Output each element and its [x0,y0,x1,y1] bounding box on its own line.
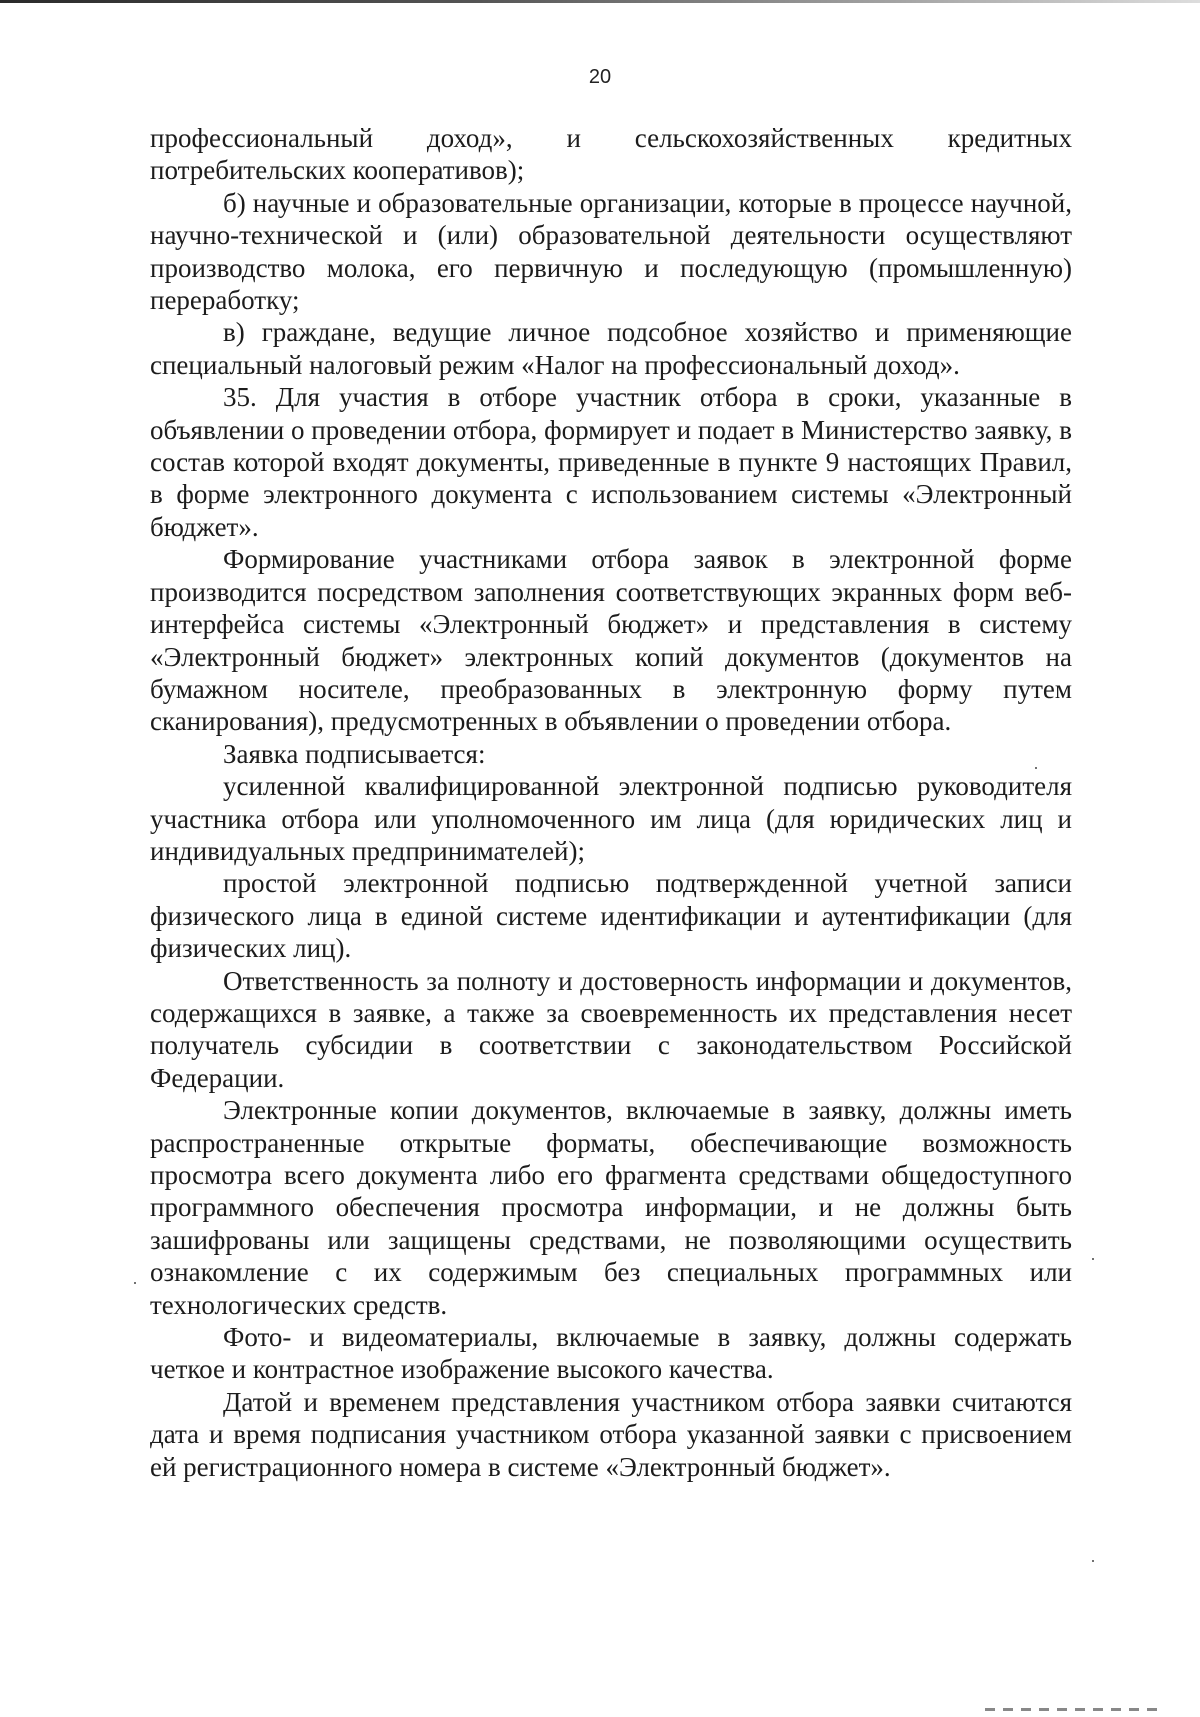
scan-speck [1092,1258,1094,1260]
paragraph-forming-application: Формирование участниками отбора заявок в электронной форме производится посредством заполнения соответствующих экранных форм веб-интерфейса системы «Электронный бюджет» и представления в систему «Электронный бюджет» электронных копий документов (документов на бумажном носителе, преобразованных в электронную форму путем сканирования), предусмотренных в объявлении о проведении отбора. [150,544,1072,737]
paragraph-qualified-signature: усиленной квалифицированной электронной подписью руководителя участника отбора или уполномоченного им лица (для юридических лиц и индивидуальных предпринимателей); [150,771,1072,866]
page-number: 20 [588,66,612,88]
scan-bottom-marks [985,1708,1165,1711]
paragraph-electronic-copies: Электронные копии документов, включаемые в заявку, должны иметь распространенные открытые форматы, обеспечивающие возможность просмотра всего документа либо его фрагмента средствами общедоступного программного обеспечения просмотра информации, и не должны быть зашифрованы или защищены средствами, не позволяющими осуществить ознакомление с их содержимым без специальных программных или технологических средств. [150,1095,1072,1320]
scan-speck [1035,767,1037,769]
scan-speck [134,1282,136,1284]
paragraph-continuation: профессиональный доход», и сельскохозяйственных кредитных потребительских кооперативов); [150,123,1072,186]
paragraph-item-v: в) граждане, ведущие личное подсобное хозяйство и применяющие специальный налоговый режим «Налог на профессиональный доход». [150,317,1072,380]
scan-speck [1092,1560,1094,1562]
paragraph-item-b: б) научные и образовательные организации, которые в процессе научной, научно-технической и (или) образовательной деятельности осуществляют производство молока, его первичную и последующую (промышленную) переработку; [150,187,1072,316]
paragraph-photo-video: Фото- и видеоматериалы, включаемые в заявку, должны содержать четкое и контрастное изображение высокого качества. [150,1322,1072,1385]
scan-top-edge [0,0,1200,3]
paragraph-signing-intro: Заявка подписывается: [223,738,486,769]
paragraph-responsibility: Ответственность за полноту и достоверность информации и документов, содержащихся в заявке, а также за своевременность их представления несет получатель субсидии в соответствии с законодательством Российской Федерации. [150,965,1072,1093]
document-body [150,122,1072,1483]
paragraph-submission-date: Датой и временем представления участником отбора заявки считаются дата и время подписания участником отбора указанной заявки с присвоением ей регистрационного номера в системе «Электронный бюджет». [150,1386,1072,1482]
paragraph-clause-35: 35. Для участия в отборе участник отбора в сроки, указанные в объявлении о проведении отбора, формирует и подает в Министерство заявку, в состав которой входят документы, приведенные в пункте 9 настоящих Правил, в форме электронного документа с использованием системы «Электронный бюджет». [150,382,1072,542]
paragraph-simple-signature: простой электронной подписью подтвержденной учетной записи физического лица в единой системе идентификации и аутентификации (для физических лиц). [150,868,1072,964]
